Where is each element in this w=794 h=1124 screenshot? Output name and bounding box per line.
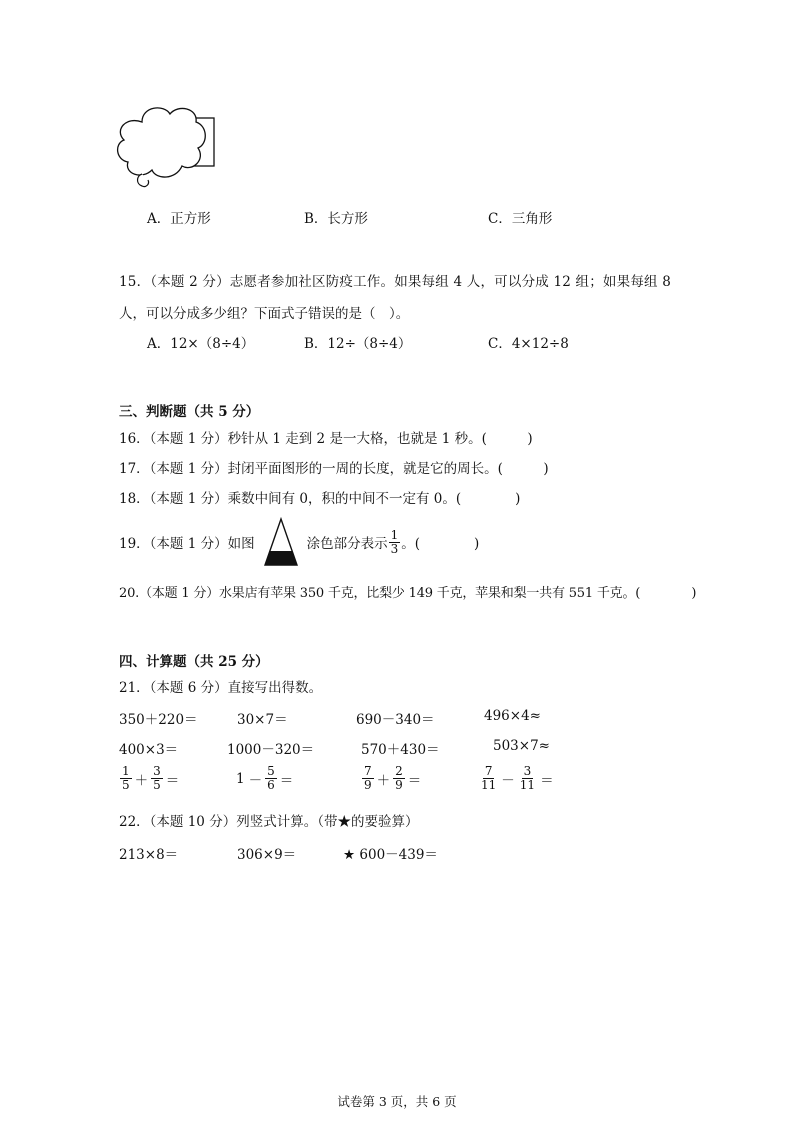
q19-middle: 涂色部分表示 [306, 536, 388, 552]
q19-row [119, 517, 479, 567]
cloud-shape [118, 108, 206, 177]
q14-option-a[interactable]: A．正方形 [147, 211, 211, 227]
q22-item-1: 213×8＝ [119, 847, 179, 863]
q21-r2c4: 503×7≈ [493, 738, 550, 754]
q19-suffix: 。( ) [401, 536, 480, 552]
q22-item-2: 306×9＝ [237, 847, 297, 863]
section4-title: 四、计算题（共 25 分） [119, 654, 269, 670]
q21-title: 21．（本题 6 分）直接写出得数。 [119, 680, 323, 696]
page-footer: 试卷第 3 页，共 6 页 [337, 1094, 457, 1109]
q14-option-b[interactable]: B．长方形 [304, 211, 368, 227]
q20-text: 20.（本题 1 分）水果店有苹果 350 千克，比梨少 149 千克，苹果和梨一共有 551 千克。( ) [119, 586, 697, 601]
q18-text: 18．（本题 1 分）乘数中间有 0，积的中间不一定有 0。( ) [119, 491, 521, 507]
q22-item-3: ★ 600－439＝ [343, 847, 438, 863]
q21-r1c3: 690－340＝ [356, 712, 435, 728]
q21-r2c3: 570＋430＝ [361, 742, 440, 758]
q21-r1c2: 30×7＝ [237, 712, 288, 728]
q19-fraction: $\frac{1}{3}$ [390, 527, 399, 556]
cloud-rectangle-figure [112, 100, 222, 192]
q16-text: 16．（本题 1 分）秒针从 1 走到 2 是一大格，也就是 1 秒。( ) [119, 431, 533, 447]
q21-r3c3: $\frac{7}{9}$ ＋ $\frac{2}{9}$ ＝ [364, 764, 422, 792]
q21-r3c2: 1 － $\frac{5}{6}$ ＝ [236, 764, 294, 792]
q19-prefix: 19．（本题 1 分）如图 [119, 536, 255, 552]
q15-line2: 人，可以分成多少组？下面式子错误的是（ ）。 [119, 306, 410, 322]
q15-line1: 15．（本题 2 分）志愿者参加社区防疫工作。如果每组 4 人，可以分成 12 组；如果每组 8 [119, 274, 672, 290]
q21-r2c2: 1000－320＝ [227, 742, 315, 758]
q14-option-c[interactable]: C．三角形 [488, 211, 553, 227]
q15-option-b[interactable]: B．12÷（8÷4） [304, 336, 412, 352]
q21-r3c1: $\frac{1}{5}$ ＋ $\frac{3}{5}$ ＝ [122, 764, 180, 792]
section3-title: 三、判断题（共 5 分） [119, 404, 260, 420]
q15-option-a[interactable]: A．12×（8÷4） [147, 336, 255, 352]
triangle-figure [261, 517, 301, 567]
q17-text: 17．（本题 1 分）封闭平面图形的一周的长度，就是它的周长。( ) [119, 461, 549, 477]
q21-r1c4: 496×4≈ [484, 708, 541, 724]
q21-r3c4: $\frac{7}{11}$ － $\frac{3}{11}$ ＝ [481, 764, 554, 792]
q21-r1c1: 350＋220＝ [119, 712, 198, 728]
q21-r2c1: 400×3＝ [119, 742, 179, 758]
q22-title: 22．（本题 10 分）列竖式计算。（带★的要验算） [119, 814, 419, 830]
q15-option-c[interactable]: C．4×12÷8 [488, 336, 569, 352]
